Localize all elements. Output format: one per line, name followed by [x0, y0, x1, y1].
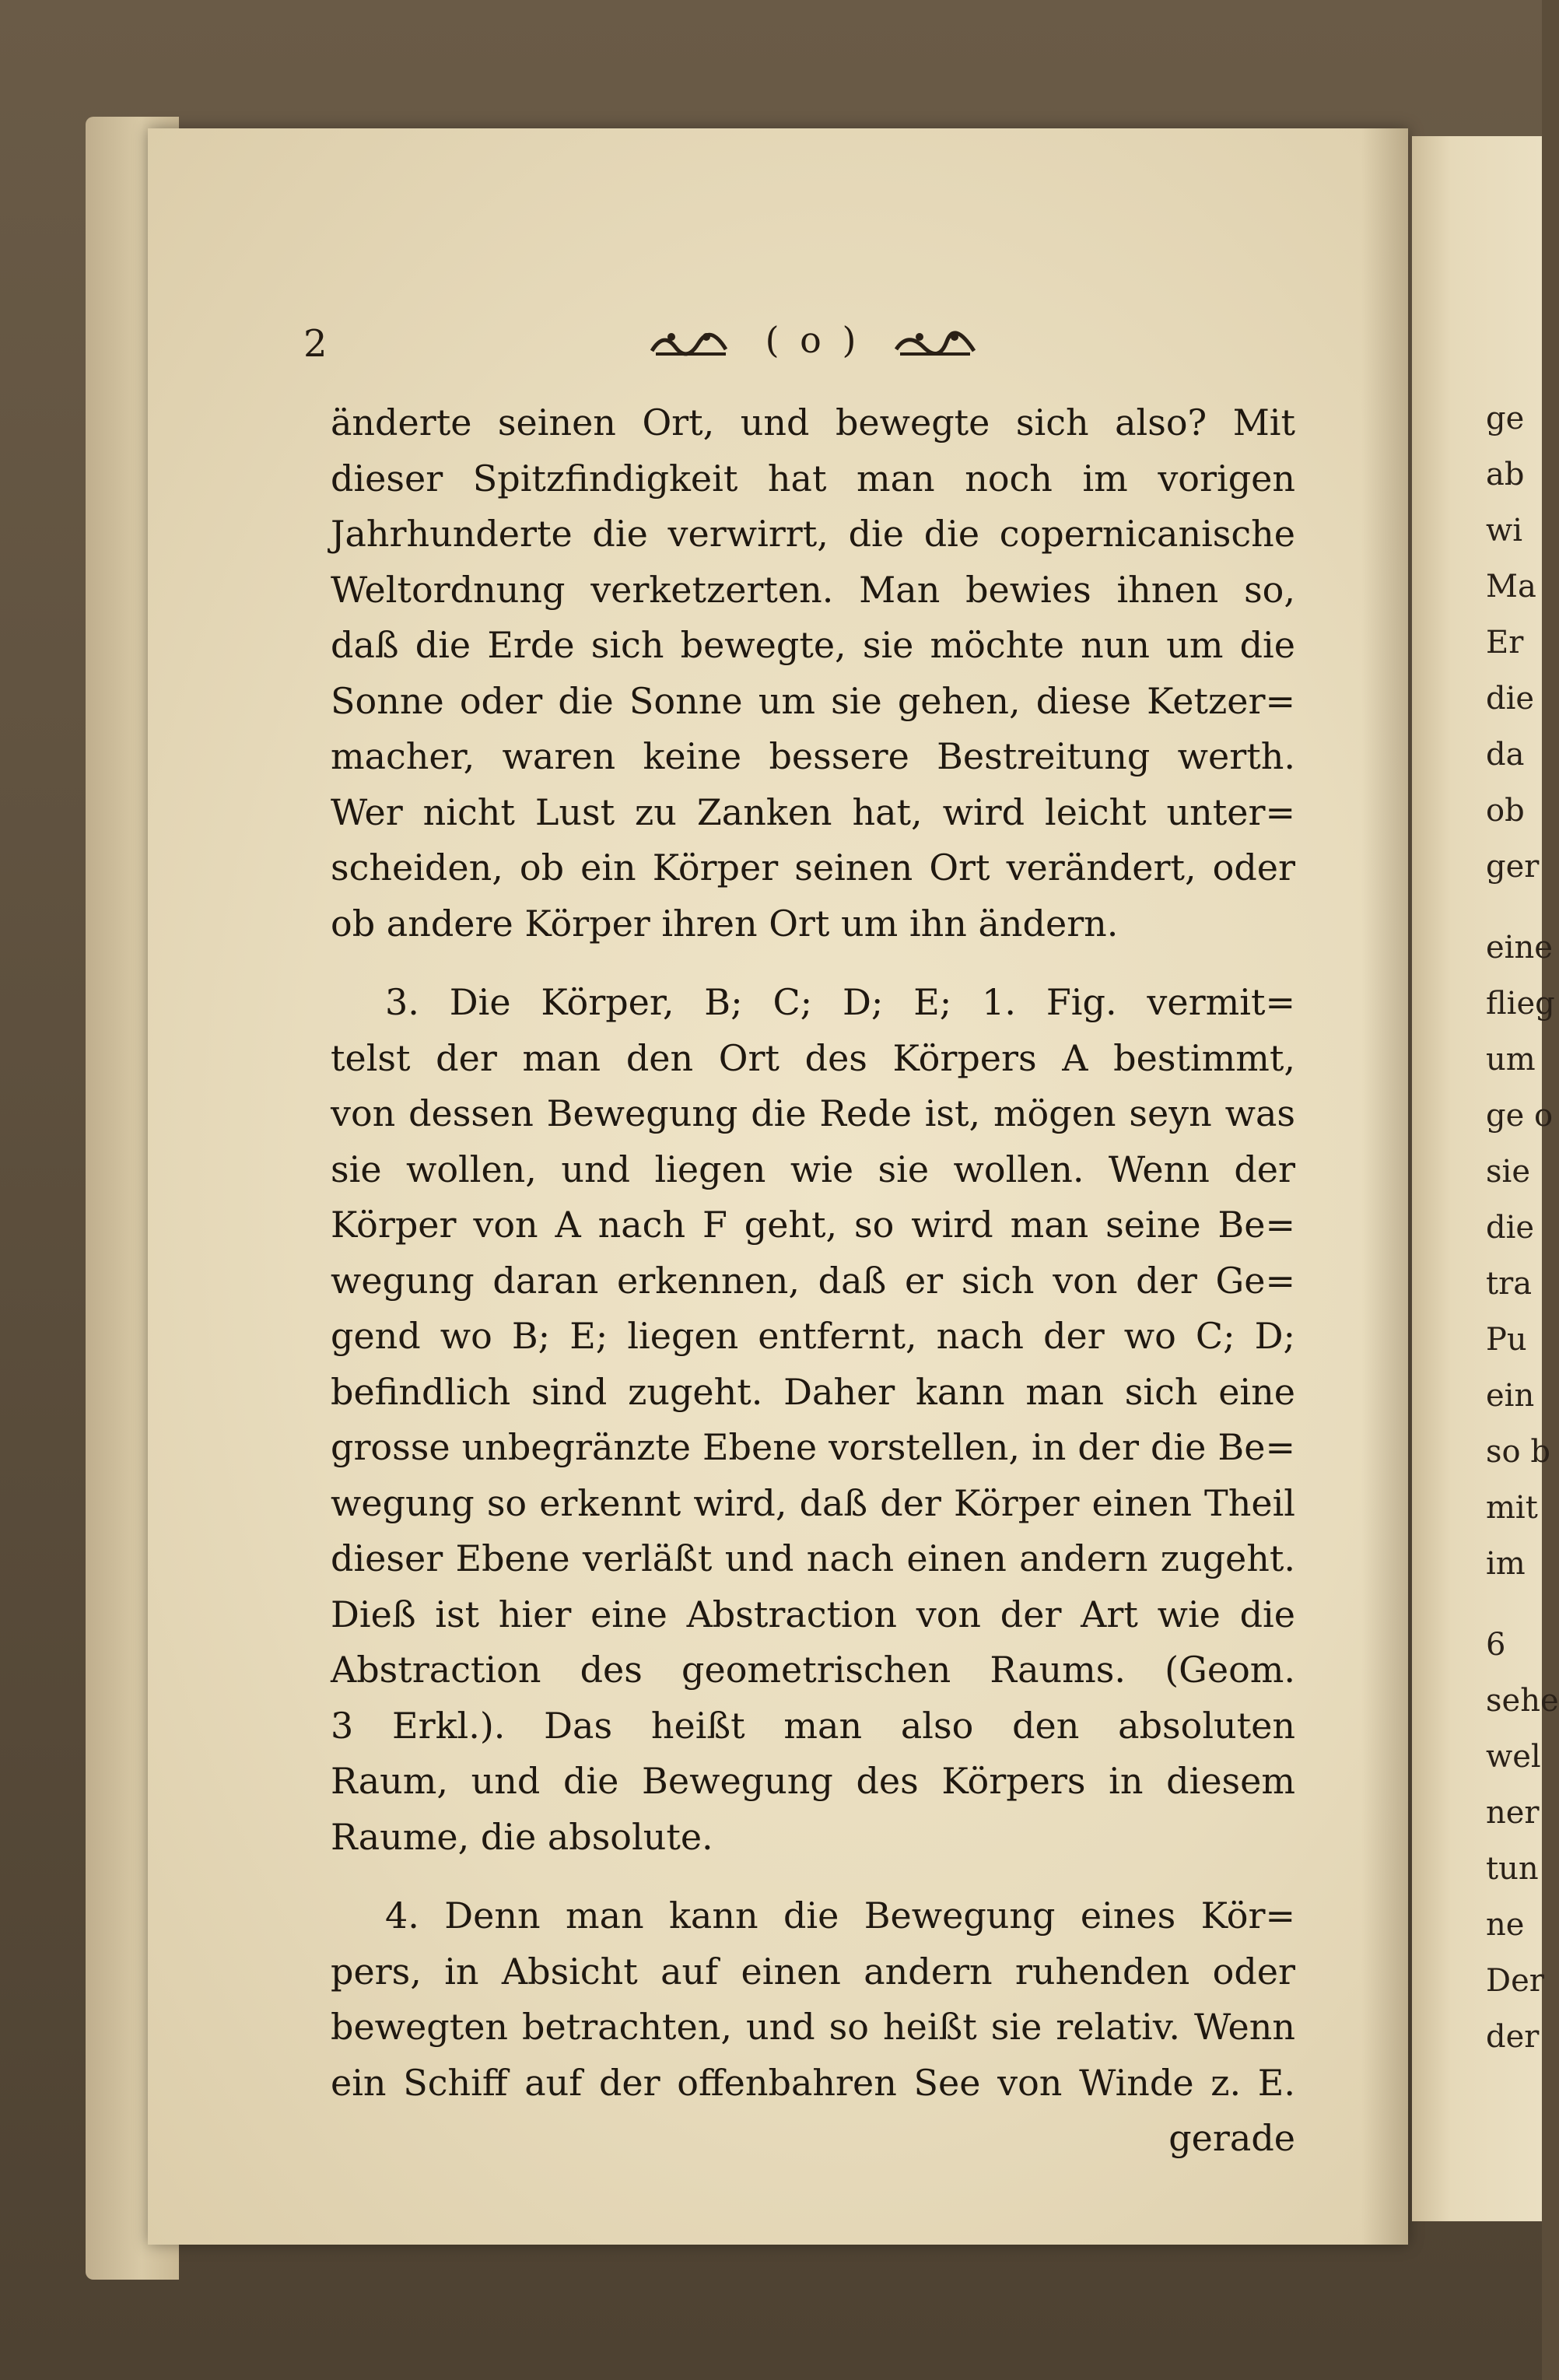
- ornament-right-icon: [892, 328, 978, 359]
- paragraph-3: [331, 1888, 1295, 2111]
- facing-fragment: die: [1486, 681, 1535, 717]
- facing-page-strip: [1412, 136, 1559, 2221]
- paragraph-1: [331, 395, 1295, 952]
- text-line: Raume, die absolute.: [331, 1815, 713, 1858]
- facing-fragment: Er: [1486, 625, 1524, 661]
- text-line: grosse unbegränzte Ebene vorstellen, in der die Be=: [331, 1426, 1295, 1468]
- facing-fragment: wi: [1486, 513, 1523, 549]
- facing-fragment: um: [1486, 1042, 1536, 1078]
- facing-fragment: ab: [1486, 457, 1525, 492]
- running-title: [303, 319, 1323, 361]
- facing-fragment: Pu: [1486, 1322, 1527, 1358]
- facing-fragment: ner: [1486, 1795, 1540, 1831]
- text-line: Jahrhunderte die verwirrt, die die copernicanische: [331, 513, 1295, 555]
- text-line: Dieß ist hier eine Abstraction von der Art wie die: [331, 1593, 1295, 1635]
- text-line: 3. Die Körper, B; C; D; E; 1. Fig. vermit=: [385, 981, 1295, 1023]
- facing-fragment: Der: [1486, 1963, 1544, 1999]
- text-line: 3 Erkl.). Das heißt man also den absoluten: [331, 1704, 1295, 1747]
- paragraph-2: [331, 975, 1295, 1865]
- text-line: Körper von A nach F geht, so wird man seine Be=: [331, 1204, 1295, 1246]
- text-line: bewegten betrachten, und so heißt sie relativ. Wenn: [331, 2006, 1295, 2048]
- facing-fragment: im: [1486, 1546, 1526, 1582]
- text-line: 4. Denn man kann die Bewegung eines Kör=: [385, 1895, 1295, 1937]
- page-number: 2: [303, 322, 328, 366]
- text-line: gend wo B; E; liegen entfernt, nach der wo C; D;: [331, 1315, 1295, 1357]
- facing-fragment: ne: [1486, 1907, 1525, 1943]
- text-line: Abstraction des geometrischen Raums. (Geom.: [331, 1649, 1295, 1691]
- facing-fragment: ob: [1486, 793, 1525, 829]
- text-line: wegung so erkennt wird, daß der Körper einen Theil: [331, 1481, 1295, 1524]
- facing-fragment: wel: [1486, 1739, 1541, 1775]
- facing-fragment: da: [1486, 737, 1525, 773]
- facing-fragment: ge o: [1486, 1098, 1554, 1134]
- text-line: telst der man den Ort des Körpers A bestimmt,: [331, 1036, 1295, 1079]
- catchword: gerade: [1168, 2117, 1295, 2159]
- facing-fragment: sie: [1486, 1154, 1530, 1190]
- running-title-text: ( o ): [765, 319, 861, 361]
- text-line: pers, in Absicht auf einen andern ruhenden oder: [331, 1950, 1295, 1993]
- facing-fragment: tra: [1486, 1266, 1533, 1302]
- text-line: macher, waren keine bessere Bestreitung werth.: [331, 735, 1295, 777]
- facing-fragment: tun: [1486, 1851, 1539, 1887]
- facing-fragment: flieg: [1486, 986, 1555, 1022]
- facing-fragment: der: [1486, 2019, 1540, 2055]
- facing-fragment: eine: [1486, 930, 1553, 966]
- text-line: änderte seinen Ort, und bewegte sich also? Mit: [331, 401, 1295, 443]
- text-line: Weltordnung verketzerten. Man bewies ihnen so,: [331, 568, 1295, 611]
- facing-fragment: ein: [1486, 1378, 1535, 1414]
- facing-fragment: die: [1486, 1210, 1535, 1246]
- page-header: [303, 311, 1323, 381]
- text-line: ob andere Körper ihren Ort um ihn ändern.: [331, 902, 1119, 945]
- text-line: befindlich sind zugeht. Daher kann man sich eine: [331, 1370, 1295, 1413]
- ornament-left-icon: [648, 328, 734, 359]
- facing-fragment: ge: [1486, 401, 1525, 436]
- facing-fragment: ger: [1486, 849, 1540, 885]
- page-body: [331, 395, 1295, 2167]
- page-gutter-shadow: [1361, 128, 1408, 2245]
- text-line: Sonne oder die Sonne um sie gehen, diese Ketzer=: [331, 679, 1295, 722]
- text-line: wegung daran erkennen, daß er sich von der Ge=: [331, 1259, 1295, 1302]
- text-line: Raum, und die Bewegung des Körpers in diesem: [331, 1760, 1295, 1802]
- text-line: sie wollen, und liegen wie sie wollen. Wenn der: [331, 1148, 1295, 1190]
- facing-fragment: 6: [1486, 1627, 1506, 1663]
- text-line: dieser Spitzfindigkeit hat man noch im vorigen: [331, 457, 1295, 499]
- facing-fragment: sehe: [1486, 1683, 1559, 1719]
- text-line: Wer nicht Lust zu Zanken hat, wird leicht unter=: [331, 790, 1295, 833]
- text-line: dieser Ebene verläßt und nach einen andern zugeht.: [331, 1537, 1295, 1579]
- text-line: von dessen Bewegung die Rede ist, mögen seyn was: [331, 1092, 1295, 1134]
- facing-fragment: mit: [1486, 1490, 1538, 1526]
- facing-fragment: so b: [1486, 1434, 1550, 1470]
- text-line: daß die Erde sich bewegte, sie möchte nun um die: [331, 624, 1295, 666]
- text-line: ein Schiff auf der offenbahren See von Winde z. E.: [331, 2061, 1295, 2104]
- facing-fragment: Ma: [1486, 569, 1536, 605]
- text-line: scheiden, ob ein Körper seinen Ort verändert, oder: [331, 846, 1295, 889]
